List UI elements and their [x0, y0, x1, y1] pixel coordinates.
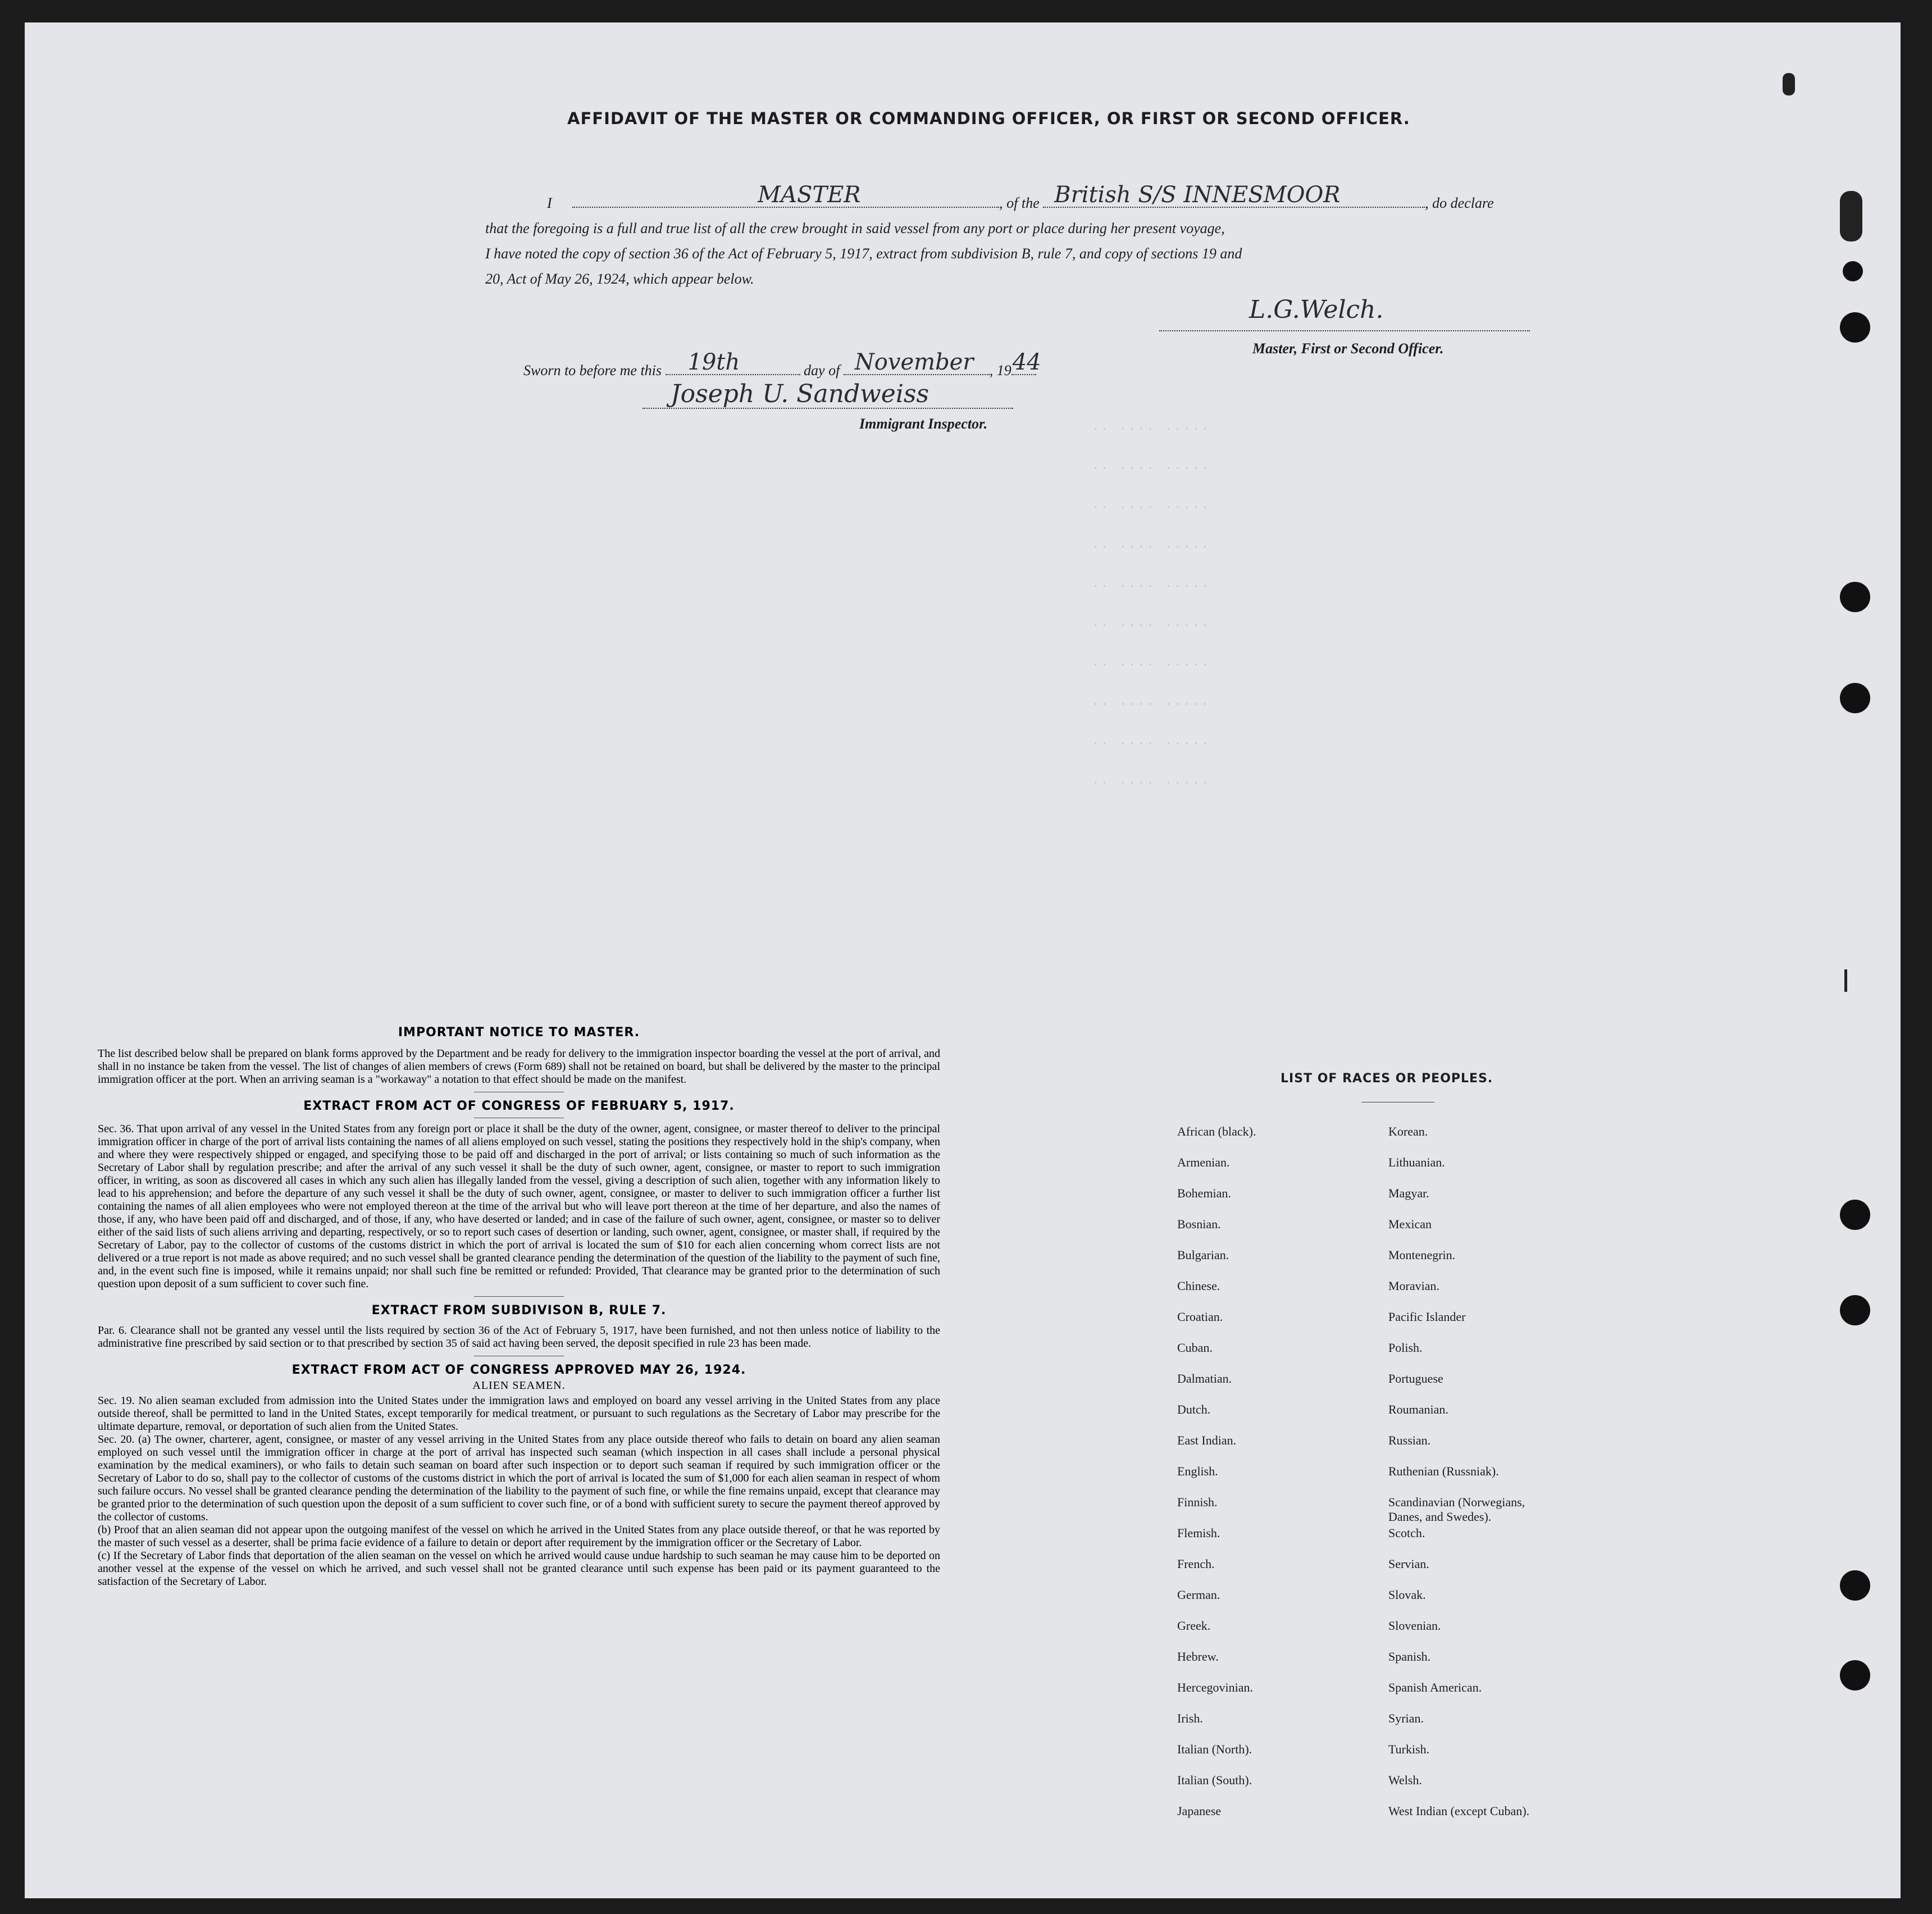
extract2-heading: EXTRACT FROM SUBDIVISON B, RULE 7. — [371, 1304, 667, 1318]
race-item: Bohemian. — [1177, 1186, 1231, 1200]
sec19-text: Sec. 19. No alien seaman excluded from admission into the United States under the immigration laws and employed on board any vessel arriving in the United States from any place outside thereof, shall be permitted to land in the United States, except temporarily for medical treatment, or pursuant to such regulations as the Secretary of Labor may prescribe for the ultimate departure, removal, or deportation of such alien from the United States. — [98, 1395, 940, 1433]
extract2-text: Par. 6. Clearance shall not be granted any vessel until the lists required by section 36 of the Act of February 5, 1917, have been furnished, and not then unless notice of liability to the administrative fine prescribed by said section or to that prescribed by section 35 of said act having been served, the deposit specified in rule 23 has been made. — [98, 1324, 940, 1350]
sworn-month: November — [854, 349, 974, 375]
ink-blot — [1840, 191, 1862, 241]
vessel-field — [1043, 182, 1425, 208]
divider — [474, 1296, 564, 1297]
race-item: Spanish American. — [1388, 1680, 1482, 1694]
race-item: East Indian. — [1177, 1433, 1237, 1447]
race-item: African (black). — [1177, 1124, 1256, 1138]
important-notice — [98, 1026, 940, 1588]
race-item: Polish. — [1388, 1341, 1423, 1355]
vessel-handwritten: British S/S INNESMOOR — [1054, 182, 1341, 208]
sworn-day-field — [666, 349, 800, 375]
sec20b-text: (b) Proof that an alien seaman did not appear upon the outgoing manifest of the vessel on which he arrived in the United States from any place outside thereof, or that he was reported by the master of such vessel as a deserter, shall be prima facie evidence of a failure to detain or deport after requirement by the immigration officer or the Secretary of Labor. — [98, 1524, 940, 1549]
binder-hole — [1840, 1295, 1870, 1325]
notice-text: The list described below shall be prepared on blank forms approved by the Department and be ready for delivery to the immigration inspector boarding the vessel at the port of arrival, and shall in no instance be taken from the vessel. The list of changes of alien members of crews (Form 689) shall not be retained on board, but shall be delivered by the master to the principal immigration officer at the port. When an arriving seaman is a "workaway" a notation to that effect should be made on the manifest. — [98, 1047, 940, 1086]
race-item: Servian. — [1388, 1557, 1429, 1571]
do-declare-label: , do declare — [1425, 195, 1494, 211]
declaration-line-2: that the foregoing is a full and true list of all the crew brought in said vessel from any port or place during her present voyage, — [485, 220, 1225, 236]
race-item: Cuban. — [1177, 1341, 1213, 1355]
extract3-heading: EXTRACT FROM ACT OF CONGRESS APPROVED MAY 26, 1924. — [291, 1363, 746, 1377]
race-item: Dalmatian. — [1177, 1371, 1232, 1386]
affidavit-title: AFFIDAVIT OF THE MASTER OR COMMANDING OFFICER, OR FIRST OR SECOND OFFICER. — [567, 109, 1410, 128]
races-heading: LIST OF RACES OR PEOPLES. — [1281, 1072, 1493, 1086]
race-item: Turkish. — [1388, 1742, 1430, 1756]
race-item: Slovak. — [1388, 1588, 1426, 1602]
binder-hole — [1843, 261, 1863, 281]
race-item: Chinese. — [1177, 1279, 1220, 1293]
race-item: Italian (North). — [1177, 1742, 1252, 1756]
race-item: Lithuanian. — [1388, 1155, 1445, 1169]
race-item: Scandinavian (Norwegians, Danes, and Swedes). — [1388, 1495, 1525, 1524]
race-item: Portuguese — [1388, 1371, 1443, 1386]
sworn-year-field — [1011, 349, 1041, 375]
race-item: Italian (South). — [1177, 1773, 1252, 1787]
officer-signature-line — [1159, 330, 1530, 331]
race-item: Welsh. — [1388, 1773, 1422, 1787]
race-item: Montenegrin. — [1388, 1248, 1456, 1262]
race-item: Korean. — [1388, 1124, 1428, 1138]
extract1-text: Sec. 36. That upon arrival of any vessel in the United States from any foreign port or place it shall be the duty of the owner, agent, consignee, or master thereof to deliver to the principal immigration officer in charge of the port of arrival lists containing the names of all aliens employed on such vessel, stating the positions they respectively hold in the ship's company, when and where they were respectively shipped or engaged, and specifying those to be paid off and discharged in the port of arrival; or lists containing so much of such information as the Secretary of Labor shall by regulation prescribe; and after the arrival of any such vessel it shall be the duty of such owner, agent, consignee, or master to report to such immigration officer, in writing, as soon as discovered all cases in which any such alien has illegally landed from the vessel, giving a description of such alien, together with any information likely to lead to his apprehension; and before the departure of any such vessel it shall be the duty of such owner, agent, consignee, or master to deliver to such immigration officer a further list containing the names of all alien employees who were not employed thereon at the time of the arrival but who will leave port thereon at the time of her departure, and also the names of those, if any, who have been paid off and discharged, and of those, if any, who have deserted or landed; and in case of the failure of such owner, agent, consignee, or master so to deliver either of the said lists of such aliens arriving and departing, respectively, or so to report such cases of desertion or landing, such owner, agent, consignee, or master shall, if required by the Secretary of Labor, pay to the collector of customs of the customs district in which the port of arrival is located the sum of $10 for each alien concerning whom correct lists are not delivered or a true report is not made as above required; and no such vessel shall be granted clearance pending the determination of the question of the liability to the payment of such fine, and, in the event such fine is imposed, while it remains unpaid; nor shall such fine be remitted or refunded: Provided, That clearance may be granted prior to the determination of such question upon deposit of a sum sufficient to cover such fine. — [98, 1123, 940, 1290]
race-item: Croatian. — [1177, 1310, 1223, 1324]
ink-blot — [1783, 73, 1795, 95]
ink-mark — [1844, 969, 1847, 992]
affidavit-body — [485, 182, 1530, 291]
race-item: French. — [1177, 1557, 1215, 1571]
extract3-subheading: ALIEN SEAMEN. — [472, 1379, 566, 1392]
race-item: Syrian. — [1388, 1711, 1424, 1725]
sworn-year: 44 — [1012, 349, 1041, 375]
i-label: I — [547, 195, 552, 211]
sec20a-text: Sec. 20. (a) The owner, charterer, agent, consignee, or master of any vessel arriving in the United States from any place outside thereof who fails to detain on board any alien seaman employed on such vessel until the immigration officer in charge at the port of arrival has inspected such seaman (which inspection in all cases shall include a personal physical examination by the medical examiners), or who fails to detain such seaman on board after such inspection or to deport such seaman if required by such immigration officer or the Secretary of Labor to do so, shall pay to the collector of customs of the customs district in which the port of arrival is located the sum of $1,000 for each alien seaman in respect of whom such failure occurs. No vessel shall be granted clearance pending the determination of the liability to the payment of such fine, or while the fine remains unpaid, except that clearance may be granted prior to the determination of such question upon the deposit of a sum sufficient to cover such fine, or of a bond with sufficient surety to secure the payment thereof approved by the collector of customs. — [98, 1433, 940, 1523]
rank-handwritten: MASTER — [758, 182, 861, 208]
race-item: Finnish. — [1177, 1495, 1218, 1509]
race-item: English. — [1177, 1464, 1218, 1478]
race-item: Flemish. — [1177, 1526, 1220, 1540]
race-item: Spanish. — [1388, 1649, 1431, 1664]
inspector-title: Immigrant Inspector. — [859, 416, 988, 432]
race-item: Dutch. — [1177, 1402, 1211, 1416]
day-of-label: day of — [804, 362, 840, 379]
race-item: Bosnian. — [1177, 1217, 1221, 1231]
race-item: Armenian. — [1177, 1155, 1230, 1169]
sworn-day: 19th — [687, 349, 740, 375]
race-item: Hercegovinian. — [1177, 1680, 1253, 1694]
race-item: Greek. — [1177, 1619, 1211, 1633]
race-item: Irish. — [1177, 1711, 1203, 1725]
year-prefix: , 19 — [989, 362, 1011, 379]
race-item: Hebrew. — [1177, 1649, 1219, 1664]
race-item: Mexican — [1388, 1217, 1432, 1231]
binder-hole — [1840, 312, 1870, 343]
race-item: Ruthenian (Russniak). — [1388, 1464, 1499, 1478]
race-item: Magyar. — [1388, 1186, 1429, 1200]
of-the-label: , of the — [999, 195, 1040, 211]
sworn-month-field — [844, 349, 990, 375]
document-page: ·· ···· ····· ·· ···· ····· ·· ···· ····· ·· ···· ····· ·· ···· ····· ·· ···· ····· ·· ···· ····· ·· ···· ····· ·· ···· ····· ·· ···· ····· AFFIDAVIT OF THE MASTER OR COMMANDING OFFICER, OR FIRST OR SECOND OFFICER. I MASTER , of the British S/S INNESMOOR , do declare that the foregoing is a full and true list of all the crew brought in said vessel from any port or place during her present voyage, I have noted the copy of section 36 of the Act of February 5, 1917, extract from subdivision B, rule 7, and copy of sections 19 and 20, Act of May 26, 1924, which appear below. L.G.Welch. Master, First or Second Officer. Sworn to before me this 19th day of November , 19 44 Joseph U. Sandweiss Immigrant Inspector. IMPORTANT NOTICE TO MASTER. The list described below shall be prepared on blank forms approved by the Department and be ready for delivery to the immigration inspector boarding the vessel at the port of arrival, and shall in no instance be taken from the vessel. The list of changes of alien members of crews (Form 689) shall not be retained on board, but shall be delivered by the master to the principal immigration officer at the port. When an arriving seaman is a "workaway" a notation to that effect should be made on the manifest. EXTRACT FROM ACT OF CONGRESS OF FEBRUARY 5, 1917. Sec. 36. That upon arrival of any vessel in the United States from any foreign port or place it shall be the duty of the owner, agent, consignee, or master thereof to deliver to the principal immigration officer in charge of the port of arrival lists containing the names of all aliens employed on such vessel, stating the positions they respectively hold in the ship's company, when and where they were respectively shipped or engaged, and specifying those to be paid off and discharged in the port of arrival; or lists containing so much of such information as the Secretary of Labor shall by regulation prescribe; and after the arrival of any such vessel it shall be the duty of such owner, agent, consignee, or master to report to such immigration officer, in writing, as soon as discovered all cases in which any such alien has illegally landed from the vessel, giving a description of such alien, together with any information likely to lead to his apprehension; and before the departure of any such vessel it shall be the duty of such owner, agent, consignee, or master to deliver to such immigration officer a further list containing the names of all alien employees who were not employed thereon at the time of the arrival but who will leave port thereon at the time of her departure, and also the names of those, if any, who have been paid off and discharged, and of those, if any, who have deserted or landed; and in case of the failure of such owner, agent, consignee, or master so to deliver either of the said lists of such aliens arriving and departing, respectively, or so to report such cases of desertion or landing, such owner, agent, consignee, or master shall, if required by the Secretary of Labor, pay to the collector of customs of the customs district in which the port of arrival is located the sum of $10 for each alien concerning whom correct lists are not delivered or a true report is not made as above required; and no such vessel shall be granted clearance pending the determination of the question of the liability to the payment of such fine, and, in the event such fine is imposed, while it remains unpaid; nor shall such fine be remitted or refunded: Provided, That clearance may be granted prior to the determination of such question upon deposit of a sum sufficient to cover such fine. EXTRACT FROM SUBDIVISON B, RULE 7. Par. 6. Clearance shall not be granted any vessel until the lists required by section 36 of the Act of February 5, 1917, have been furnished, and not then unless notice of liability to the administrative fine prescribed by said section or to that prescribed by section 35 of said act having been served, the deposit specified in rule 23 has been made. EXTRACT FROM ACT OF CONGRESS APPROVED MAY 26, 1924. ALIEN SEAMEN. Sec. 19. No alien seaman excluded from admission into the United States under the immigration laws and employed on board any vessel arriving in the United States from any place outside thereof, shall be permitted to land in the United States, except temporarily for medical treatment, or pursuant to such regulations as the Secretary of Labor may prescribe for the ultimate departure, removal, or deportation of such alien from the United States. Sec. 20. (a) The owner, charterer, agent, consignee, or master of any vessel arriving in the United States from any place outside thereof who fails to detain on board any alien seaman employed on such vessel until the immigration officer in charge at the port of arrival has inspected such seaman (which inspection in all cases shall include a personal physical examination by the medical examiners), or who fails to detain such seaman on board after such inspection or to deport such seaman if required by such immigration officer or the Secretary of Labor to do so, shall pay to the collector of customs of the customs district in which the port of arrival is located the sum of $1,000 for each alien seaman in respect of whom such failure occurs. No vessel shall be granted clearance pending the determination of the liability to the payment of such fine, or while the fine remains unpaid, except that clearance may be granted prior to the determination of such question upon the deposit of a sum sufficient to cover such fine, or of a bond with sufficient surety to secure the payment thereof approved by the collector of customs. (b) Proof that an alien seaman did not appear upon the outgoing manifest of the vessel on which he arrived in the United States from any place outside thereof, or that he was reported by the master of such vessel as a deserter, shall be prima facie evidence of a failure to detain or deport after requirement by the immigration officer or the Secretary of Labor. (c) If the Secretary of Labor finds that deportation of the alien seaman on the vessel on which he arrived would cause undue hardship to such seaman he may cause him to be deported on another vessel at the expense of the vessel on which he arrived, and such vessel shall not be granted clearance until such expense has been paid or its payment guaranteed to the satisfaction of the Secretary of Labor. LIST OF RACES OR PEOPLES. African (black). Armenian. Bohemian. Bosnian. Bulgarian. Chinese. Croatian. Cuban. Dalmatian. Dutch. East Indian. English. Finnish. Flemish. French. German. Greek. Hebrew. Hercegovinian. Irish. Italian (North). Italian (South). Japanese Korean. Lithuanian. Magyar. Mexican Montenegrin. Moravian. Pacific Islander Polish. Portuguese Roumanian. Russian. Ruthenian (Russniak). Scandinavian (Norwegians, Danes, and Swedes). Scotch. Servian. Slovak. Slovenian. Spanish. Spanish American. Syrian. Turkish. Welsh. West Indian (except Cuban). — [25, 22, 1901, 1898]
binder-hole — [1840, 1660, 1870, 1690]
sworn-label: Sworn to before me this — [523, 362, 662, 379]
race-item: Slovenian. — [1388, 1619, 1441, 1633]
rank-field — [572, 182, 999, 208]
inspector-signature: Joseph U. Sandweiss — [671, 380, 929, 408]
binder-hole — [1840, 1570, 1870, 1601]
binder-hole — [1840, 582, 1870, 612]
race-item: Bulgarian. — [1177, 1248, 1229, 1262]
race-item: Japanese — [1177, 1804, 1222, 1818]
notice-heading: IMPORTANT NOTICE TO MASTER. — [398, 1026, 640, 1040]
race-item: Moravian. — [1388, 1279, 1440, 1293]
binder-hole — [1840, 1200, 1870, 1230]
officer-signature: L.G.Welch. — [1249, 295, 1384, 324]
race-item: West Indian (except Cuban). — [1388, 1804, 1530, 1818]
race-item: Roumanian. — [1388, 1402, 1448, 1416]
race-item: Scotch. — [1388, 1526, 1425, 1540]
sworn-line — [523, 349, 1041, 379]
race-item: German. — [1177, 1588, 1220, 1602]
declaration-line — [485, 182, 1530, 216]
declaration-line-3: I have noted the copy of section 36 of the Act of February 5, 1917, extract from subdivision B, rule 7, and copy of sections 19 and — [485, 245, 1242, 262]
binder-hole — [1840, 683, 1870, 713]
declaration-line-4: 20, Act of May 26, 1924, which appear below. — [485, 271, 754, 287]
sec20c-text: (c) If the Secretary of Labor finds that deportation of the alien seaman on the vessel on which he arrived would cause undue hardship to such seaman he may cause him to be deported on another vessel at the expense of the vessel on which he arrived, and such vessel shall not be granted clearance until such expense has been paid or its payment guaranteed to the satisfaction of the Secretary of Labor. — [98, 1550, 940, 1588]
race-item: Russian. — [1388, 1433, 1431, 1447]
race-item: Pacific Islander — [1388, 1310, 1466, 1324]
officer-title: Master, First or Second Officer. — [1252, 340, 1444, 357]
extract1-heading: EXTRACT FROM ACT OF CONGRESS OF FEBRUARY 5, 1917. — [303, 1099, 735, 1113]
